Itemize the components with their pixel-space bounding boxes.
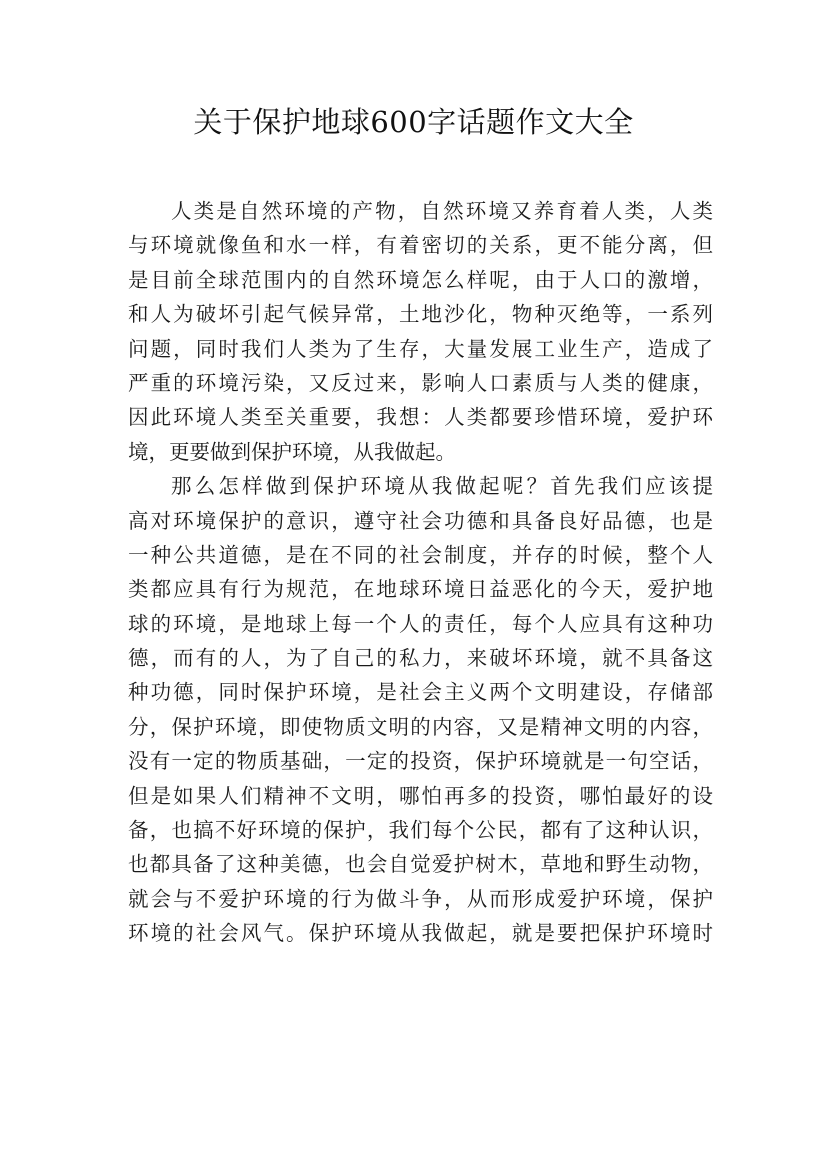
document-title: 关于保护地球600字话题作文大全 [193,105,634,139]
paragraph-2-line-1: 那么怎样做到保护环境从我做起呢？首先我们应该提 [171,474,713,499]
document-body [128,194,713,951]
paragraph-1-line-7: 因此环境人类至关重要，我想：人类都要珍惜环境，爱护环 [128,405,713,430]
paragraph-1-line-2: 与环境就像鱼和水一样，有着密切的关系，更不能分离，但 [128,233,713,258]
paragraph-2-line-10: 但是如果人们精神不文明，哪怕再多的投资，哪怕最好的设 [128,783,713,808]
paragraph-1-line-4: 和人为破坏引起气候异常，土地沙化，物种灭绝等，一系列 [128,302,713,327]
paragraph-2-line-13: 就会与不爱护环境的行为做斗争，从而形成爱护环境，保护 [128,886,713,911]
paragraph-1-line-6: 严重的环境污染，又反过来，影响人口素质与人类的健康， [128,370,713,395]
paragraph-2-line-14: 环境的社会风气。保护环境从我做起，就是要把保护环境时 [128,921,713,946]
paragraph-2-line-8: 分，保护环境，即使物质文明的内容，又是精神文明的内容， [128,714,713,739]
paragraph-2-line-7: 种功德，同时保护环境，是社会主义两个文明建设，存储部 [128,680,713,705]
paragraph-2-line-5: 球的环境，是地球上每一个人的责任，每个人应具有这种功 [128,611,713,636]
paragraph-2-line-11: 备，也搞不好环境的保护，我们每个公民，都有了这种认识， [128,818,713,843]
paragraph-1-line-3: 是目前全球范围内的自然环境怎么样呢，由于人口的激增， [128,267,713,292]
paragraph-2-line-3: 一种公共道德，是在不同的社会制度，并存的时候，整个人 [128,542,713,567]
paragraph-2-line-4: 类都应具有行为规范，在地球环境日益恶化的今天，爱护地 [128,577,713,602]
paragraph-1-line-1: 人类是自然环境的产物，自然环境又养育着人类，人类 [171,199,713,223]
paragraph-1-line-5: 问题，同时我们人类为了生存，大量发展工业生产，造成了 [128,336,713,361]
paragraph-2-line-2: 高对环境保护的意识，遵守社会功德和具备良好品德，也是 [128,508,713,533]
paragraph-2-line-6: 德，而有的人，为了自己的私力，来破坏环境，就不具备这 [128,646,713,671]
paragraph-2-line-12: 也都具备了这种美德，也会自觉爱护树木，草地和野生动物， [128,852,713,877]
paragraph-1-line-8: 境，更要做到保护环境，从我做起。 [128,439,456,464]
paragraph-2-line-9: 没有一定的物质基础，一定的投资，保护环境就是一句空话， [128,749,713,774]
